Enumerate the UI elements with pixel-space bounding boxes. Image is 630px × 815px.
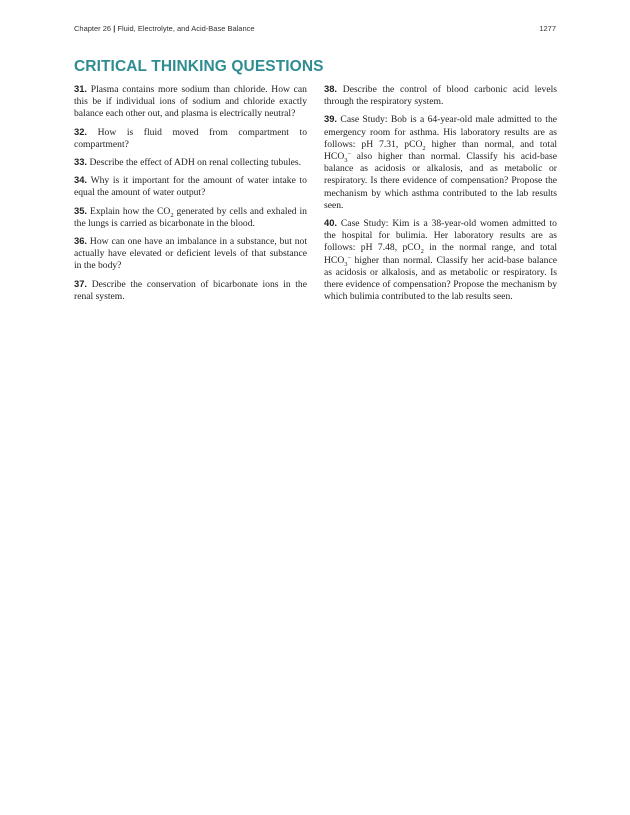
question-34	[74, 174, 307, 199]
subscript: 3	[344, 156, 348, 164]
left-column	[74, 83, 307, 308]
question-37	[74, 278, 307, 303]
subscript: 2	[422, 144, 426, 152]
question-text: higher than normal. Classify her acid-base balance as acidosis or alkalosis, and as metabolic or respiratory. Is there evidence of compensation? Propose the mechanism by which bulimia contributed to the lab results seen.	[324, 254, 557, 303]
subscript: 3	[344, 260, 348, 268]
subscript: 2	[170, 211, 174, 219]
question-text: Describe the effect of ADH on renal collecting tubules.	[89, 157, 302, 169]
question-number: 40.	[324, 217, 338, 229]
page-header	[74, 24, 556, 38]
chapter-title: Fluid, Electrolyte, and Acid-Base Balance	[117, 24, 255, 33]
question-39	[324, 113, 557, 212]
question-text: in the normal range, and total HCO	[324, 242, 558, 266]
question-number: 31.	[74, 83, 88, 94]
question-number: 32.	[74, 125, 88, 137]
question-32	[74, 126, 307, 151]
question-text: generated by cells and exhaled in the lungs is carried as bicarbonate in the blood.	[74, 205, 307, 229]
question-text: also higher than normal. Classify his acid-base balance as acidosis or alkalosis, and as metabolic or respiratory. Is there evidence of compensation? Propose the mechanism by which asthma contributed to the lab results seen.	[324, 151, 557, 211]
question-33	[74, 156, 307, 169]
question-text: Why is it important for the amount of water intake to equal the amount of water output?	[74, 175, 307, 199]
question-number: 36.	[74, 235, 88, 247]
question-number: 35.	[74, 204, 88, 216]
page-number: 1277	[539, 24, 556, 33]
question-text: Describe the control of blood carbonic acid levels through the respiratory system.	[324, 84, 557, 108]
question-text: Case Study: Bob is a 64-year-old male admitted to the emergency room for asthma. His laboratory results are as follows: pH 7.31, pCO	[324, 114, 557, 150]
question-35	[74, 205, 307, 230]
right-column	[324, 83, 557, 308]
header-separator: |	[113, 24, 116, 33]
question-text: Describe the conservation of bicarbonate ions in the renal system.	[74, 278, 307, 302]
question-number: 33.	[74, 156, 88, 168]
question-number: 34.	[74, 174, 88, 186]
question-40	[324, 217, 557, 303]
section-title: CRITICAL THINKING QUESTIONS	[74, 58, 324, 75]
question-text: Case Study: Kim is a 38-year-old women admitted to the hospital for bulimia. Her laboratory results are as follows: pH 7.48, pCO	[324, 218, 557, 254]
question-number: 39.	[324, 113, 338, 125]
question-text: How can one have an imbalance in a substance, but not actually have elevated or deficient levels of that substance in the body?	[74, 236, 307, 272]
question-text: Explain how the CO	[90, 205, 171, 217]
question-text: How is fluid moved from compartment to compartment?	[74, 126, 307, 150]
question-36	[74, 235, 307, 273]
question-31	[74, 83, 307, 121]
question-text: higher than normal, and total HCO	[324, 138, 557, 163]
question-38	[324, 83, 557, 108]
running-head	[74, 24, 255, 33]
question-number: 38.	[324, 83, 338, 94]
subscript: 2	[420, 248, 424, 256]
question-number: 37.	[74, 277, 88, 289]
question-text: Plasma contains more sodium than chloride. How can this be if individual ions of sodium and chloride exactly balance each other out, and plasma is electrically neutral?	[74, 84, 307, 120]
superscript: –	[347, 149, 351, 157]
superscript: –	[347, 253, 351, 261]
chapter-label: Chapter 26	[74, 24, 112, 33]
